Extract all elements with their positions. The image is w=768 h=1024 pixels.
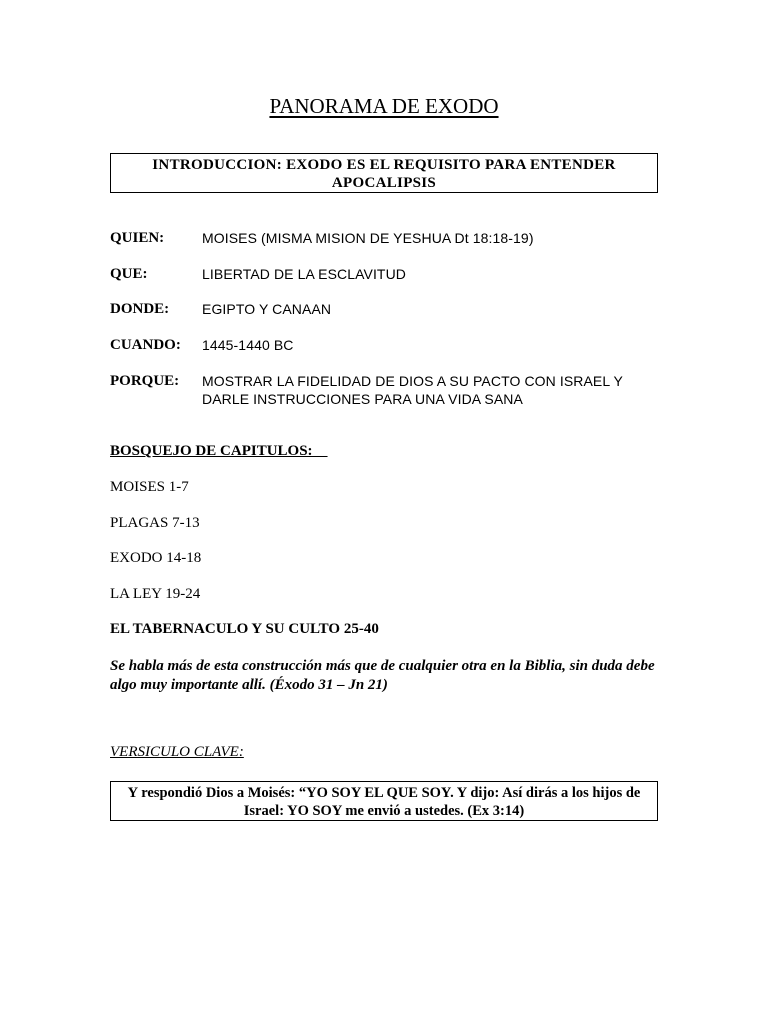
field-label: QUIEN: [110, 230, 165, 246]
field-value: 1445-1440 BC [202, 337, 294, 353]
intro-box: INTRODUCCION: EXODO ES EL REQUISITO PARA ENTENDER APOCALIPSIS [110, 153, 658, 193]
tabernacle-heading: EL TABERNACULO Y SU CULTO 25-40 [110, 621, 379, 637]
outline-item: EXODO 14-18 [110, 550, 202, 566]
tabernacle-note: Se habla más de esta construcción más que de cualquier otra en la Biblia, sin duda debe algo muy importante allí. (Éxodo 31 – Jn 21) [110, 658, 655, 693]
field-label: CUANDO: [110, 337, 181, 353]
outline-item: PLAGAS 7-13 [110, 515, 200, 531]
key-verse-box: Y respondió Dios a Moisés: “YO SOY EL QUE SOY. Y dijo: Así dirás a los hijos de Israel: YO SOY me envió a ustedes. (Ex 3:14) [110, 781, 658, 821]
field-value: MOISES (MISMA MISION DE YESHUA Dt 18:18-19) [202, 230, 534, 246]
field-value: MOSTRAR LA FIDELIDAD DE DIOS A SU PACTO CON ISRAEL Y DARLE INSTRUCCIONES PARA UNA VIDA SANA [202, 373, 623, 407]
field-label: DONDE: [110, 301, 170, 317]
outline-item: MOISES 1-7 [110, 479, 189, 495]
outline-item: LA LEY 19-24 [110, 586, 201, 602]
field-value: LIBERTAD DE LA ESCLAVITUD [202, 266, 407, 282]
page-title: PANORAMA DE EXODO [269, 94, 499, 118]
field-value: EGIPTO Y CANAAN [202, 301, 332, 317]
field-label: PORQUE: [110, 373, 180, 389]
key-verse-heading: VERSICULO CLAVE: [110, 744, 244, 760]
field-label: QUE: [110, 266, 148, 282]
outline-heading: BOSQUEJO DE CAPITULOS: [110, 443, 328, 459]
